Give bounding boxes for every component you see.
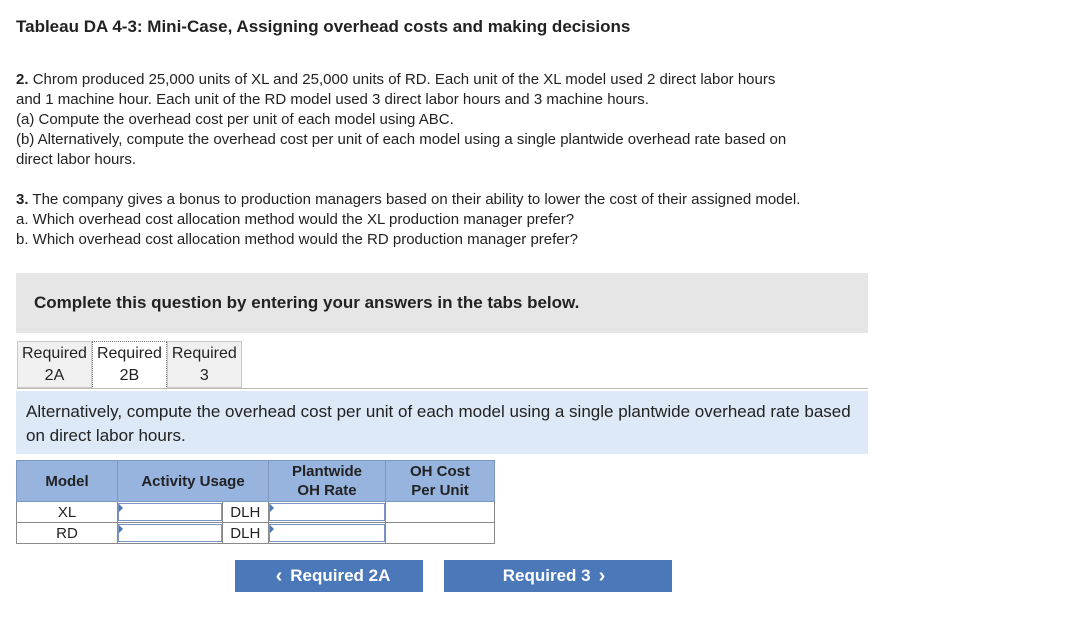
question-3-number: 3. [16, 191, 29, 208]
chevron-right-icon: › [598, 564, 606, 587]
question-2-line: Chrom produced 25,000 units of XL and 25,000 units of RD. Each unit of the XL model used 2 direct labor hours [32, 71, 776, 88]
model-cell: XL [17, 502, 118, 523]
table-header-row [17, 461, 495, 502]
oh-rate-input[interactable] [269, 503, 385, 521]
tab-label-line1: Required [171, 345, 237, 362]
page-title: Tableau DA 4-3: Mini-Case, Assigning overhead costs and making decisions [16, 17, 631, 36]
tab-required-3[interactable] [167, 341, 242, 388]
tab-divider [17, 388, 868, 389]
question-3-line: a. Which overhead cost allocation method would the XL production manager prefer? [16, 211, 575, 228]
activity-usage-input[interactable] [118, 503, 222, 521]
activity-usage-input[interactable] [118, 524, 222, 542]
header-model: Model [17, 461, 118, 502]
table-row [17, 502, 495, 523]
next-button-label: Required 3 [502, 566, 591, 585]
unit-label: DLH [222, 502, 268, 523]
tab-label-line1: Required [96, 345, 162, 362]
tab-label-line2: 2A [44, 367, 65, 384]
tab-required-2b[interactable] [92, 341, 167, 389]
model-cell: RD [17, 523, 118, 544]
prev-button-label: Required 2A [290, 566, 391, 585]
tab-required-2a[interactable] [17, 341, 92, 388]
oh-cost-cell [386, 502, 495, 523]
prev-required-2a-button[interactable] [235, 560, 423, 592]
tab-label-line2: 2B [119, 367, 140, 384]
tab-instruction: Alternatively, compute the overhead cost per unit of each model using a single plantwide overhead rate based on direct labor hours. [16, 391, 868, 454]
question-2-line: direct labor hours. [16, 151, 137, 168]
chevron-left-icon: ‹ [275, 564, 283, 587]
question-3-line: The company gives a bonus to production managers based on their ability to lower the cost of their assigned model. [32, 191, 801, 208]
question-3-line: b. Which overhead cost allocation method would the RD production manager prefer? [16, 231, 578, 248]
instructions-banner [16, 273, 868, 333]
unit-label: DLH [222, 523, 268, 544]
next-required-3-button[interactable] [444, 560, 672, 592]
question-2 [16, 70, 946, 170]
question-2-line: and 1 machine hour. Each unit of the RD model used 3 direct labor hours and 3 machine hours. [16, 91, 649, 108]
oh-cost-cell [386, 523, 495, 544]
question-2-number: 2. [16, 71, 29, 88]
banner-text: Complete this question by entering your answers in the tabs below. [34, 293, 580, 312]
table-row [17, 523, 495, 544]
oh-rate-input[interactable] [269, 524, 385, 542]
question-2-line: (a) Compute the overhead cost per unit of each model using ABC. [16, 111, 454, 128]
tab-bar [17, 341, 242, 389]
tab-label-line2: 3 [199, 367, 209, 384]
overhead-table [16, 460, 495, 544]
header-oh-cost-per-unit: OH Cost Per Unit [386, 461, 495, 502]
question-2-line: (b) Alternatively, compute the overhead cost per unit of each model using a single plantwide overhead rate based on [16, 131, 787, 148]
tab-label-line1: Required [22, 345, 87, 362]
question-3 [16, 190, 976, 250]
header-activity-usage: Activity Usage [118, 461, 269, 502]
header-plantwide-oh-rate: Plantwide OH Rate [269, 461, 386, 502]
